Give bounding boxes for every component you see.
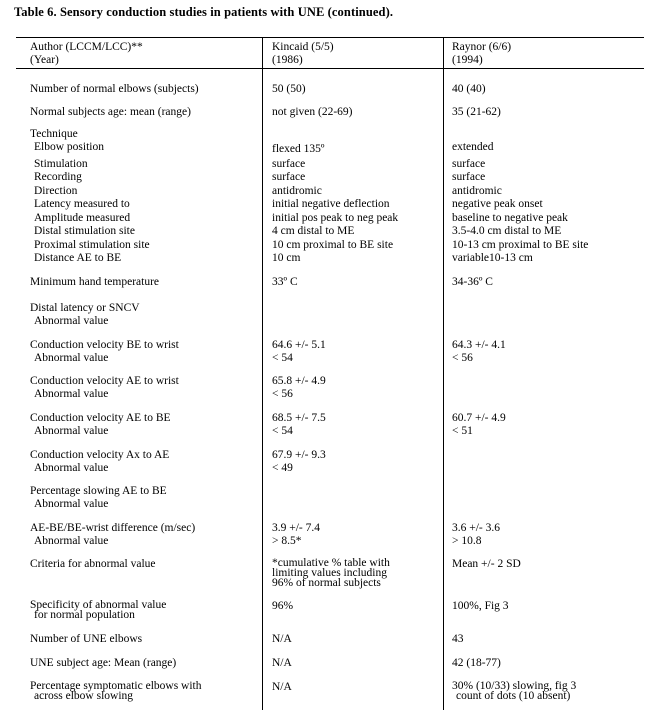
cell-kincaid: 10 cm [272,252,301,264]
row-label: Number of normal elbows (subjects) [30,83,199,95]
cell-raynor: surface [452,158,486,170]
cell-kincaid: 96% [272,600,294,612]
cell-kincaid: 4 cm distal to ME [272,225,355,237]
cell-raynor: extended [452,141,494,153]
cell-raynor: 43 [452,633,464,645]
cell-kincaid: 64.6 +/- 5.1 [272,339,326,351]
row-sublabel: Abnormal value [34,498,109,510]
cell-kincaid: *cumulative % table with [272,557,390,569]
cell-kincaid: initial negative deflection [272,198,390,210]
row-label: Conduction velocity AE to wrist [30,375,179,387]
cell-kincaid: N/A [272,633,292,645]
cell-raynor: 34-36º C [452,276,493,288]
top-rule [16,37,644,38]
row-label: Percentage symptomatic elbows with [30,680,202,692]
row-label: AE-BE/BE-wrist difference (m/sec) [30,522,196,534]
cell-kincaid: not given (22-69) [272,106,353,118]
cell-kincaid: surface [272,158,306,170]
row-sublabel: Direction [34,185,78,197]
row-sublabel: Abnormal value [34,315,109,327]
cell-raynor: baseline to negative peak [452,212,568,224]
cell-raynor: Mean +/- 2 SD [452,558,521,570]
row-label: Number of UNE elbows [30,633,143,645]
cell-raynor: 100%, Fig 3 [452,600,509,612]
row-label: Specificity of abnormal value [30,599,167,611]
cell-raynor: 60.7 +/- 4.9 [452,412,506,424]
table-title: Table 6. Sensory conduction studies in patients with UNE (continued). [14,5,394,19]
cell-kincaid: 67.9 +/- 9.3 [272,449,326,461]
cell-kincaid: initial pos peak to neg peak [272,212,399,224]
row-sublabel: Abnormal value [34,352,109,364]
cell-raynor: 3.5-4.0 cm distal to ME [452,225,562,237]
header-author: Author (LCCM/LCC)** [30,41,143,53]
cell-raynor: 30% (10/33) slowing, fig 3 [452,680,577,692]
cell-raynor: count of dots (10 absent) [456,690,571,702]
cell-kincaid-abnormal: < 54 [272,352,293,364]
row-sublabel: Elbow position [34,141,104,153]
cell-kincaid: N/A [272,657,292,669]
cell-raynor: 3.6 +/- 3.6 [452,522,501,534]
cell-raynor: variable10-13 cm [452,252,533,264]
row-sublabel: Abnormal value [34,462,109,474]
cell-raynor: 42 (18-77) [452,657,501,669]
cell-kincaid: 3.9 +/- 7.4 [272,522,321,534]
cell-raynor: 10-13 cm proximal to BE site [452,239,589,251]
row-sublabel: Amplitude measured [34,212,131,224]
row-sublabel: Abnormal value [34,425,109,437]
header-kincaid: Kincaid (5/5) [272,41,334,53]
cell-raynor-abnormal: < 51 [452,425,473,437]
cell-raynor: 35 (21-62) [452,106,501,118]
header-raynor-year: (1994) [452,54,483,66]
row-label: UNE subject age: Mean (range) [30,657,177,669]
cell-kincaid: surface [272,171,306,183]
column-divider-1 [262,38,263,710]
cell-kincaid: 33º C [272,276,298,288]
cell-raynor: surface [452,171,486,183]
cell-kincaid: antidromic [272,185,322,197]
row-label: Criteria for abnormal value [30,558,156,570]
cell-raynor-abnormal: > 10.8 [452,535,482,547]
row-label: for normal population [34,609,135,621]
row-label: Conduction velocity BE to wrist [30,339,179,351]
cell-kincaid: 68.5 +/- 7.5 [272,412,326,424]
row-sublabel: Latency measured to [34,198,130,210]
row-sublabel: Distance AE to BE [34,252,122,264]
row-label: Minimum hand temperature [30,276,160,288]
cell-kincaid-abnormal: < 49 [272,462,293,474]
cell-raynor-abnormal: < 56 [452,352,473,364]
cell-raynor: negative peak onset [452,198,543,210]
cell-raynor: 64.3 +/- 4.1 [452,339,506,351]
cell-kincaid-abnormal: > 8.5* [272,535,302,547]
cell-kincaid: 50 (50) [272,83,306,95]
cell-kincaid: limiting values including [272,567,387,579]
cell-kincaid: flexed 135º [272,143,325,155]
cell-kincaid: N/A [272,681,292,693]
column-divider-2 [443,38,444,710]
row-label: Distal latency or SNCV [30,302,140,314]
cell-raynor: antidromic [452,185,502,197]
row-label: Normal subjects age: mean (range) [30,106,191,118]
row-label: Technique [30,128,78,140]
cell-raynor: 40 (40) [452,83,486,95]
row-sublabel: Abnormal value [34,535,109,547]
row-sublabel: Stimulation [34,158,88,170]
header-kincaid-year: (1986) [272,54,303,66]
cell-kincaid: 10 cm proximal to BE site [272,239,394,251]
row-sublabel: Proximal stimulation site [34,239,150,251]
header-rule [16,68,644,69]
header-author-year: (Year) [30,54,59,66]
row-sublabel: Abnormal value [34,388,109,400]
row-sublabel: Recording [34,171,82,183]
cell-kincaid-abnormal: < 54 [272,425,293,437]
header-raynor: Raynor (6/6) [452,41,512,53]
row-label: Conduction velocity Ax to AE [30,449,170,461]
row-label: Percentage slowing AE to BE [30,485,167,497]
cell-kincaid: 96% of normal subjects [272,577,381,589]
cell-kincaid: 65.8 +/- 4.9 [272,375,326,387]
row-label: Conduction velocity AE to BE [30,412,171,424]
row-label: across elbow slowing [34,690,134,702]
cell-kincaid-abnormal: < 56 [272,388,293,400]
row-sublabel: Distal stimulation site [34,225,135,237]
